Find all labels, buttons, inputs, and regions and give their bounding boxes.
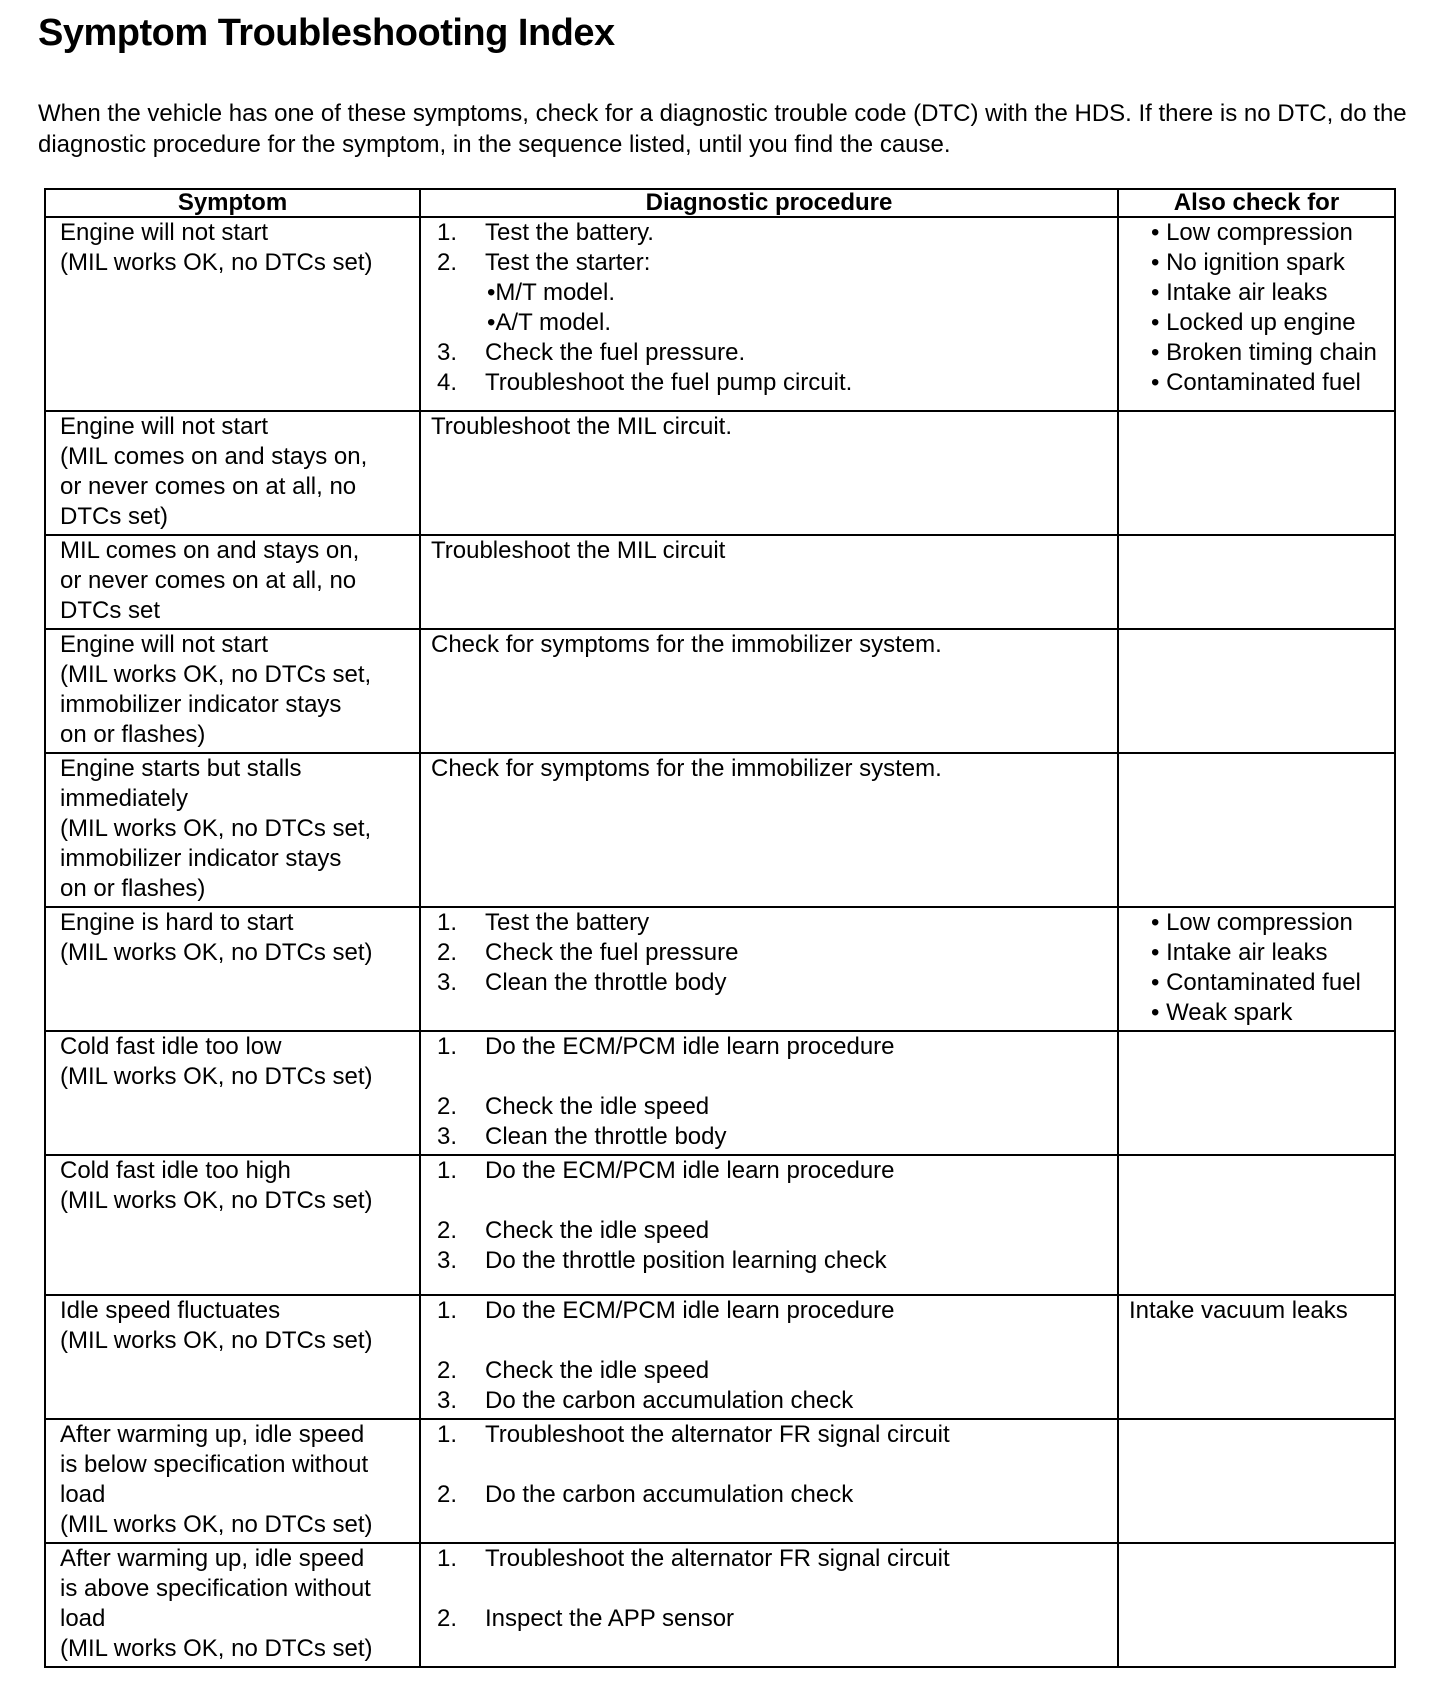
header-symptom: Symptom — [45, 189, 420, 217]
step-number: 3. — [437, 969, 458, 996]
procedure-step — [431, 1604, 1107, 1634]
step-number: 1. — [437, 219, 458, 246]
procedure-text: Troubleshoot the MIL circuit — [431, 537, 726, 564]
step-text: Check the idle speed — [485, 1357, 710, 1384]
step-body — [485, 1032, 895, 1062]
symptom-cell: Engine will not start (MIL comes on and stays on, or never comes on at all, no DTCs set) — [45, 411, 420, 535]
step-text: Test the battery. — [485, 219, 654, 246]
step-number: 2. — [437, 939, 458, 966]
step-body — [485, 1480, 853, 1510]
also-check-cell — [1118, 1031, 1395, 1155]
step-text: Troubleshoot the fuel pump circuit. — [485, 369, 853, 396]
step-number: 3. — [437, 1387, 458, 1414]
step-number: 1. — [437, 909, 458, 936]
table-row — [45, 1543, 1395, 1667]
step-number: 3. — [437, 1247, 458, 1274]
step-number: 1. — [437, 1545, 458, 1572]
step-number: 1. — [437, 1421, 458, 1448]
symptom-cell: Engine starts but stalls immediately (MIL works OK, no DTCs set, immobilizer indicator stays on or flashes) — [45, 753, 420, 907]
step-body — [485, 1156, 895, 1186]
table-row — [45, 1031, 1395, 1155]
also-check-cell — [1118, 1295, 1395, 1419]
procedure-cell — [420, 217, 1118, 411]
step-number: 1. — [437, 1033, 458, 1060]
also-check-item: • Locked up engine — [1151, 308, 1384, 338]
table-row — [45, 535, 1395, 629]
procedure-step — [431, 1480, 1107, 1510]
table-row — [45, 753, 1395, 907]
symptom-cell: Cold fast idle too high (MIL works OK, no DTCs set) — [45, 1155, 420, 1295]
procedure-cell — [420, 753, 1118, 907]
procedure-step — [431, 1544, 1107, 1574]
step-text: Test the battery — [485, 909, 650, 936]
table-row — [45, 1155, 1395, 1295]
step-text: Do the throttle position learning check — [485, 1247, 887, 1274]
step-text: Clean the throttle body — [485, 969, 727, 996]
step-body — [485, 968, 727, 998]
step-body — [485, 1296, 895, 1326]
procedure-text: Troubleshoot the MIL circuit. — [431, 413, 733, 440]
procedure-steps — [431, 1156, 1107, 1276]
step-text: Do the ECM/PCM idle learn procedure — [485, 1033, 895, 1060]
procedure-cell — [420, 629, 1118, 753]
procedure-cell — [420, 907, 1118, 1031]
procedure-cell — [420, 1543, 1118, 1667]
procedure-step — [431, 1122, 1107, 1152]
step-body — [485, 248, 650, 278]
step-subitem: • M/T model. — [487, 278, 1107, 308]
intro-paragraph: When the vehicle has one of these symptoms, check for a diagnostic trouble code (DTC) with the HDS. If there is no DTC, do the diagnostic procedure for the symptom, in the sequence listed, until you find the cause. — [38, 100, 1407, 158]
procedure-steps — [431, 1032, 1107, 1152]
table-row — [45, 217, 1395, 411]
step-body — [485, 218, 654, 248]
step-body — [485, 1246, 887, 1276]
symptom-cell: MIL comes on and stays on, or never comes on at all, no DTCs set — [45, 535, 420, 629]
step-body — [485, 338, 745, 368]
procedure-step — [431, 368, 1107, 398]
table-row — [45, 629, 1395, 753]
symptom-table — [44, 188, 1396, 1668]
also-check-list — [1129, 908, 1384, 1028]
also-check-cell — [1118, 535, 1395, 629]
procedure-steps — [431, 218, 1107, 398]
step-text: Clean the throttle body — [485, 1123, 727, 1150]
symptom-cell: Engine is hard to start (MIL works OK, no DTCs set) — [45, 907, 420, 1031]
step-text: Inspect the APP sensor — [485, 1605, 735, 1632]
also-check-cell — [1118, 1419, 1395, 1543]
procedure-step — [431, 248, 1107, 278]
step-number: 4. — [437, 369, 458, 396]
step-body — [485, 1544, 950, 1574]
procedure-step — [431, 1156, 1107, 1186]
procedure-cell — [420, 535, 1118, 629]
procedure-steps — [431, 1544, 1107, 1634]
step-text: Troubleshoot the alternator FR signal circuit — [485, 1421, 950, 1448]
step-body — [485, 1122, 727, 1152]
procedure-step — [431, 1216, 1107, 1246]
procedure-step — [431, 1092, 1107, 1122]
header-also-check: Also check for — [1118, 189, 1395, 217]
also-check-item: • Contaminated fuel — [1151, 968, 1384, 998]
procedure-step — [431, 338, 1107, 368]
step-number: 2. — [437, 1605, 458, 1632]
symptom-cell: Idle speed fluctuates (MIL works OK, no DTCs set) — [45, 1295, 420, 1419]
step-number: 2. — [437, 249, 458, 276]
also-check-item: • Low compression — [1151, 908, 1384, 938]
also-check-list — [1129, 218, 1384, 398]
step-number: 3. — [437, 1123, 458, 1150]
procedure-cell — [420, 1155, 1118, 1295]
step-sublist — [431, 278, 1107, 338]
symptom-cell: Engine will not start (MIL works OK, no DTCs set) — [45, 217, 420, 411]
also-check-cell — [1118, 1543, 1395, 1667]
step-number: 3. — [437, 339, 458, 366]
procedure-step — [431, 968, 1107, 998]
procedure-cell — [420, 1295, 1118, 1419]
table-row — [45, 907, 1395, 1031]
procedure-step — [431, 1386, 1107, 1416]
step-number: 2. — [437, 1481, 458, 1508]
symptom-cell: After warming up, idle speed is below specification without load (MIL works OK, no DTCs set) — [45, 1419, 420, 1543]
procedure-step — [431, 218, 1107, 248]
step-number: 2. — [437, 1217, 458, 1244]
procedure-step — [431, 908, 1107, 938]
also-check-cell — [1118, 907, 1395, 1031]
step-subitem: • A/T model. — [487, 308, 1107, 338]
also-check-item: • Low compression — [1151, 218, 1384, 248]
also-check-cell — [1118, 1155, 1395, 1295]
step-number: 2. — [437, 1357, 458, 1384]
step-text: Check the idle speed — [485, 1093, 710, 1120]
also-check-item: • Weak spark — [1151, 998, 1384, 1028]
symptom-cell: After warming up, idle speed is above specification without load (MIL works OK, no DTCs set) — [45, 1543, 420, 1667]
table-row — [45, 1419, 1395, 1543]
step-body — [485, 1216, 709, 1246]
also-check-cell — [1118, 753, 1395, 907]
table-row — [45, 411, 1395, 535]
also-check-cell — [1118, 411, 1395, 535]
also-check-text: Intake vacuum leaks — [1129, 1297, 1348, 1324]
step-body — [485, 1604, 734, 1634]
procedure-cell — [420, 1031, 1118, 1155]
also-check-item: • Contaminated fuel — [1151, 368, 1384, 398]
step-text: Check the idle speed — [485, 1217, 710, 1244]
procedure-step — [431, 938, 1107, 968]
step-body — [485, 368, 852, 398]
also-check-item: • Broken timing chain — [1151, 338, 1384, 368]
table-header-row — [45, 189, 1395, 217]
also-check-item: • Intake air leaks — [1151, 278, 1384, 308]
step-body — [485, 1092, 709, 1122]
procedure-text: Check for symptoms for the immobilizer system. — [431, 755, 942, 782]
procedure-step — [431, 1032, 1107, 1062]
step-body — [485, 1420, 950, 1450]
step-body — [485, 1356, 709, 1386]
also-check-cell — [1118, 629, 1395, 753]
step-text: Do the carbon accumulation check — [485, 1387, 854, 1414]
also-check-cell — [1118, 217, 1395, 411]
procedure-step — [431, 1296, 1107, 1326]
step-body — [485, 908, 649, 938]
symptom-cell: Engine will not start (MIL works OK, no DTCs set, immobilizer indicator stays on or flashes) — [45, 629, 420, 753]
procedure-steps — [431, 1296, 1107, 1416]
procedure-step — [431, 1420, 1107, 1450]
procedure-step — [431, 1246, 1107, 1276]
procedure-cell — [420, 1419, 1118, 1543]
header-procedure: Diagnostic procedure — [420, 189, 1118, 217]
procedure-cell — [420, 411, 1118, 535]
procedure-text: Check for symptoms for the immobilizer system. — [431, 631, 942, 658]
step-text: Check the fuel pressure. — [485, 339, 746, 366]
also-check-item: • No ignition spark — [1151, 248, 1384, 278]
step-text: Do the ECM/PCM idle learn procedure — [485, 1157, 895, 1184]
step-number: 1. — [437, 1157, 458, 1184]
procedure-steps — [431, 1420, 1107, 1510]
step-text: Test the starter: — [485, 249, 651, 276]
procedure-step — [431, 1356, 1107, 1386]
step-body — [485, 1386, 853, 1416]
step-number: 2. — [437, 1093, 458, 1120]
step-text: Check the fuel pressure — [485, 939, 739, 966]
symptom-cell: Cold fast idle too low (MIL works OK, no DTCs set) — [45, 1031, 420, 1155]
step-body — [485, 938, 738, 968]
also-check-item: • Intake air leaks — [1151, 938, 1384, 968]
step-text: Do the ECM/PCM idle learn procedure — [485, 1297, 895, 1324]
page-title: Symptom Troubleshooting Index — [38, 12, 615, 54]
step-number: 1. — [437, 1297, 458, 1324]
procedure-steps — [431, 908, 1107, 998]
step-text: Troubleshoot the alternator FR signal circuit — [485, 1545, 950, 1572]
step-text: Do the carbon accumulation check — [485, 1481, 854, 1508]
table-row — [45, 1295, 1395, 1419]
